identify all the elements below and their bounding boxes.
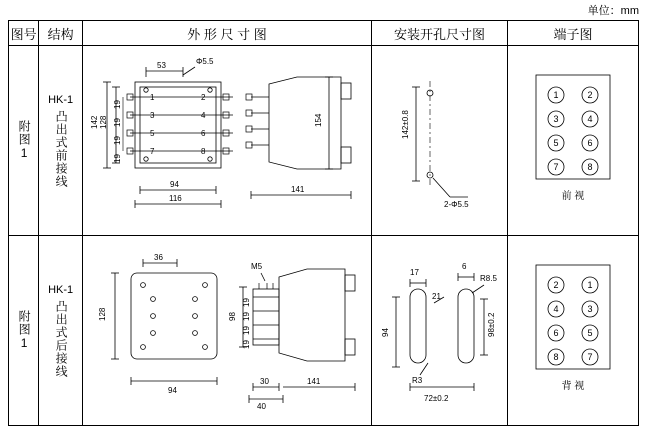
header-structure: 结构 bbox=[39, 21, 83, 46]
row1-outline-drawing bbox=[83, 47, 371, 235]
row2-structure-text: 凸出式后接线 bbox=[54, 299, 69, 378]
header-outline: 外 形 尺 寸 图 bbox=[82, 21, 371, 46]
dim-98: 98 bbox=[227, 311, 237, 321]
table-header-row bbox=[9, 21, 639, 46]
row1-structure-text: 凸出式前接线 bbox=[54, 109, 69, 188]
pin-5: 5 bbox=[149, 128, 155, 138]
pin-1: 1 bbox=[149, 92, 155, 102]
dim-phi55: Φ5.5 bbox=[195, 56, 214, 66]
header-terminal: 端子图 bbox=[507, 21, 638, 46]
dim-142-08: 142±0.8 bbox=[400, 109, 410, 139]
dim-141: 141 bbox=[290, 184, 305, 194]
dim-17: 17 bbox=[409, 267, 419, 277]
dim-M5: M5 bbox=[250, 261, 263, 271]
terminal-5: 5 bbox=[587, 327, 593, 338]
dim-94: 94 bbox=[169, 179, 179, 189]
terminal-caption: 前 视 bbox=[561, 190, 585, 202]
terminal-4: 4 bbox=[587, 113, 593, 124]
spec-table bbox=[8, 20, 639, 426]
row2-outline-drawing bbox=[83, 237, 371, 425]
dim-142: 142 bbox=[89, 115, 99, 129]
pin-8: 8 bbox=[200, 146, 206, 156]
dim-94-r2: 94 bbox=[167, 385, 177, 395]
dim-30: 30 bbox=[259, 376, 269, 386]
row2-mounting-drawing bbox=[372, 237, 507, 425]
cell-row1-outline bbox=[82, 46, 371, 236]
row1-structure-code: HK-1 bbox=[48, 93, 74, 106]
table-row bbox=[9, 46, 639, 236]
terminal-3: 3 bbox=[587, 303, 593, 314]
dim-98-02: 98±0.2 bbox=[486, 312, 496, 337]
terminal-1: 1 bbox=[553, 89, 559, 100]
header-no: 图号 bbox=[9, 21, 39, 46]
dim-19b: 19 bbox=[112, 117, 122, 127]
cell-row2-no bbox=[9, 236, 39, 426]
terminal-3: 3 bbox=[553, 113, 559, 124]
dim-19c: 19 bbox=[112, 135, 122, 145]
dim-R85: R8.5 bbox=[479, 273, 497, 283]
row1-mounting-drawing bbox=[372, 47, 507, 235]
pin-4: 4 bbox=[200, 110, 206, 120]
terminal-6: 6 bbox=[587, 137, 593, 148]
dim-141-r2: 141 bbox=[306, 376, 321, 386]
terminal-8: 8 bbox=[553, 351, 559, 362]
row1-no-label: 附图1 bbox=[17, 120, 32, 161]
cell-row2-structure bbox=[39, 236, 83, 426]
terminal-6: 6 bbox=[553, 327, 559, 338]
row2-no-label: 附图1 bbox=[17, 310, 32, 351]
cell-row2-outline bbox=[82, 236, 371, 426]
dim-19-r2a: 19 bbox=[241, 297, 251, 307]
cell-row1-mounting bbox=[371, 46, 507, 236]
terminal-7: 7 bbox=[553, 161, 559, 172]
dim-21: 21 bbox=[431, 291, 441, 301]
dim-19-r2b: 19 bbox=[241, 311, 251, 321]
dim-128-r2: 128 bbox=[97, 307, 107, 321]
dim-19-r2d: 19 bbox=[241, 339, 251, 349]
row2-structure-code: HK-1 bbox=[48, 283, 74, 296]
dim-94-r2m: 94 bbox=[380, 327, 390, 337]
cell-row2-terminal bbox=[507, 236, 638, 426]
cell-row1-terminal bbox=[507, 46, 638, 236]
pin-6: 6 bbox=[200, 128, 206, 138]
pin-3: 3 bbox=[149, 110, 155, 120]
terminal-2: 2 bbox=[553, 279, 559, 290]
pin-2: 2 bbox=[200, 92, 206, 102]
terminal-2: 2 bbox=[587, 89, 593, 100]
dim-72-02: 72±0.2 bbox=[423, 393, 449, 403]
row2-terminal-drawing bbox=[508, 237, 638, 425]
dim-6: 6 bbox=[461, 261, 467, 271]
terminal-caption: 背 视 bbox=[561, 380, 585, 392]
dim-128: 128 bbox=[98, 115, 108, 129]
dim-19a: 19 bbox=[112, 99, 122, 109]
pin-7: 7 bbox=[149, 146, 155, 156]
dim-53: 53 bbox=[156, 60, 166, 70]
terminal-7: 7 bbox=[587, 351, 593, 362]
dim-154: 154 bbox=[313, 113, 323, 127]
table-row bbox=[9, 236, 639, 426]
cell-row1-no bbox=[9, 46, 39, 236]
header-mounting: 安装开孔尺寸图 bbox=[371, 21, 507, 46]
unit-note: 单位：mm bbox=[587, 5, 639, 17]
cell-row2-mounting bbox=[371, 236, 507, 426]
dim-19-r2c: 19 bbox=[241, 325, 251, 335]
row1-terminal-drawing bbox=[508, 47, 638, 235]
terminal-4: 4 bbox=[553, 303, 559, 314]
terminal-8: 8 bbox=[587, 161, 593, 172]
terminal-1: 1 bbox=[587, 279, 593, 290]
cell-row1-structure bbox=[39, 46, 83, 236]
dim-19d: 19 bbox=[112, 153, 122, 163]
dim-2-phi55: 2-Φ5.5 bbox=[443, 199, 469, 209]
terminal-5: 5 bbox=[553, 137, 559, 148]
dim-116: 116 bbox=[168, 193, 182, 203]
dim-R3: R3 bbox=[411, 375, 423, 385]
dim-36: 36 bbox=[153, 252, 163, 262]
dim-40: 40 bbox=[256, 401, 266, 411]
